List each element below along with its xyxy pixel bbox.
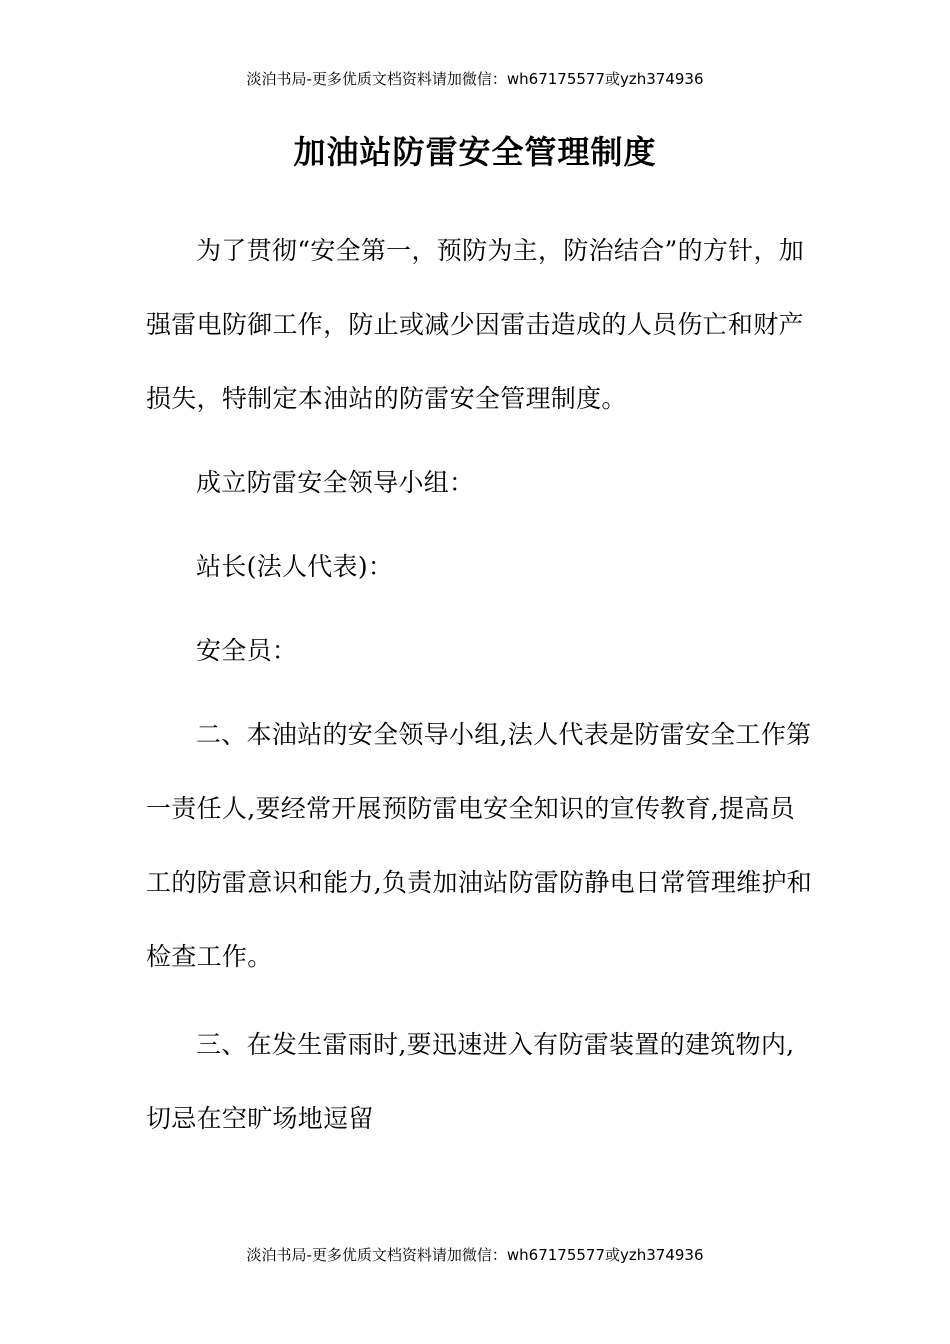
paragraph-leadership-group: 成立防雷安全领导小组：: [196, 468, 475, 497]
paragraph-intro: 为了贯彻“安全第一，预防为主，防治结合”的方针，加强雷电防御工作，防止或减少因雷击造成的人员伤亡和财产损失，特制定本油站的防雷安全管理制度。: [146, 236, 805, 413]
paragraph-safety-officer: 安全员：: [196, 636, 298, 665]
footer-watermark-note: 淡泊书局-更多优质文档资料请加微信：wh67175577或yzh374936: [246, 1246, 704, 1264]
paragraph-section-two: 二、本油站的安全领导小组,法人代表是防雷安全工作第一责任人,要经常开展预防雷电安全知识的宣传教育,提高员工的防雷意识和能力,负责加油站防雷防静电日常管理维护和检查工作。: [146, 720, 813, 971]
paragraph-section-three: 三、在发生雷雨时,要迅速进入有防雷装置的建筑物内,切忌在空旷场地逗留: [146, 1030, 795, 1133]
document-body: [146, 214, 816, 1156]
header-watermark-note: 淡泊书局-更多优质文档资料请加微信：wh67175577或yzh374936: [246, 70, 704, 88]
document-title: 加油站防雷安全管理制度: [293, 133, 657, 171]
paragraph-station-head: 站长(法人代表)：: [196, 552, 394, 581]
